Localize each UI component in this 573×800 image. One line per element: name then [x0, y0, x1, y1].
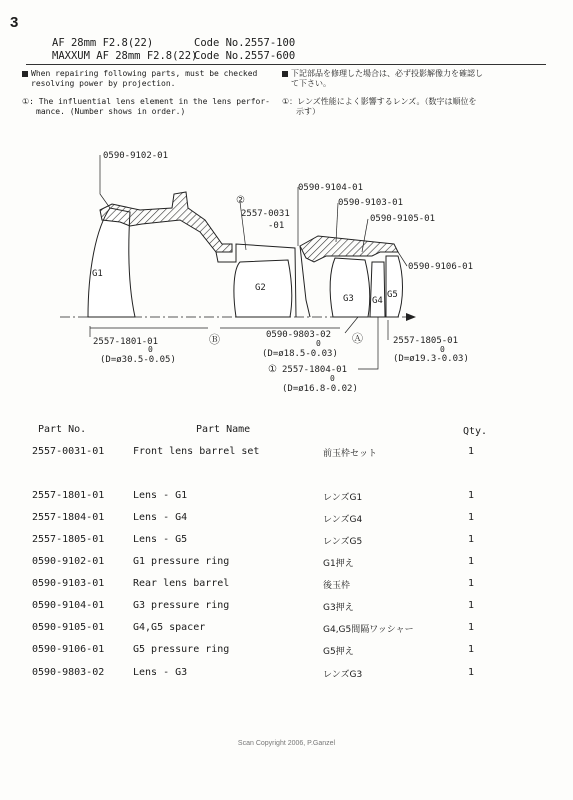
label-g4: G4: [372, 296, 383, 306]
part-name-jp-cell: レンズG1: [323, 493, 363, 503]
label-circle-2: ②: [236, 195, 245, 206]
column-header-part-no: Part No.: [38, 424, 87, 435]
column-header-qty: Qty.: [463, 426, 488, 437]
label-2557-1804-01: 2557-1804-01: [282, 365, 348, 375]
part-number-cell: 2557-1801-01: [32, 490, 105, 501]
label-2557-0031: 2557-0031: [241, 209, 290, 219]
label-9803-diameter: (D=ø18.5-0.03): [262, 349, 338, 359]
label-circle-b: Ⓑ: [209, 333, 220, 346]
label-circle-1: ①: [268, 364, 277, 375]
part-name-cell: Lens - G1: [133, 490, 188, 501]
label-2557-0031-suffix: -01: [268, 221, 285, 231]
label-0590-9103-01: 0590-9103-01: [338, 198, 404, 208]
part-name-cell: G5 pressure ring: [133, 644, 230, 655]
code-number-1: Code No.2557-100: [194, 37, 296, 49]
quantity-cell: 1: [468, 667, 475, 678]
g4-lens-shape: [370, 262, 385, 317]
part-name-cell: Front lens barrel set: [133, 446, 260, 457]
scan-copyright: Scan Copyright 2006, P.Ganzel: [237, 740, 336, 747]
label-1805-diameter: (D=ø19.3-0.03): [393, 354, 469, 364]
part-number-cell: 0590-9104-01: [32, 600, 105, 611]
g5-lens-shape: [386, 256, 403, 317]
quantity-cell: 1: [468, 578, 475, 589]
part-name-jp-cell: G3押え: [323, 603, 354, 613]
page-number: 3: [10, 14, 19, 31]
label-g2: G2: [255, 283, 266, 293]
part-name-jp-cell: レンズG5: [323, 537, 363, 547]
part-name-cell: G3 pressure ring: [133, 600, 230, 611]
quantity-cell: 1: [468, 556, 475, 567]
part-number-cell: 0590-9103-01: [32, 578, 105, 589]
part-name-cell: Lens - G5: [133, 534, 188, 545]
note-repair-jp: 下記部品を修理した場合は、必ず投影解像力を確認し て下さい。: [282, 69, 552, 89]
part-number-cell: 2557-0031-01: [32, 446, 105, 457]
part-number-cell: 2557-1804-01: [32, 512, 105, 523]
part-name-jp-cell: G4,G5間隔ワッシャー: [323, 625, 414, 635]
quantity-cell: 1: [468, 644, 475, 655]
column-header-part-name: Part Name: [196, 424, 251, 435]
label-9803-tolerance-zero: 0: [316, 339, 321, 348]
part-name-jp-cell: G1押え: [323, 559, 354, 569]
g3-lens-shape: [330, 258, 370, 317]
part-name-cell: G4,G5 spacer: [133, 622, 206, 633]
label-1804-diameter: (D=ø16.8-0.02): [282, 384, 358, 394]
part-number-cell: 0590-9803-02: [32, 667, 105, 678]
quantity-cell: 1: [468, 512, 475, 523]
label-g3: G3: [343, 294, 354, 304]
part-name-jp-cell: G5押え: [323, 647, 354, 657]
part-name-cell: G1 pressure ring: [133, 556, 230, 567]
model-name-2: MAXXUM AF 28mm F2.8(22): [52, 50, 198, 62]
label-1805-tolerance-zero: 0: [440, 345, 445, 354]
model-name-1: AF 28mm F2.8(22): [52, 37, 154, 49]
label-0590-9102-01: 0590-9102-01: [103, 151, 169, 161]
part-number-cell: 0590-9106-01: [32, 644, 105, 655]
part-name-jp-cell: レンズG4: [323, 515, 363, 525]
label-0590-9106-01: 0590-9106-01: [408, 262, 474, 272]
quantity-cell: 1: [468, 534, 475, 545]
part-name-jp-cell: 後玉枠: [323, 581, 351, 591]
label-1801-diameter: (D=ø30.5-0.05): [100, 355, 176, 365]
part-name-cell: Rear lens barrel: [133, 578, 230, 589]
label-0590-9105-01: 0590-9105-01: [370, 214, 436, 224]
label-2557-1801-01: 2557-1801-01: [93, 337, 159, 347]
label-1804-tolerance-zero: 0: [330, 374, 335, 383]
part-name-cell: Lens - G4: [133, 512, 188, 523]
quantity-cell: 1: [468, 600, 475, 611]
quantity-cell: 1: [468, 622, 475, 633]
part-name-cell: Lens - G3: [133, 667, 188, 678]
label-g5: G5: [387, 290, 398, 300]
label-0590-9803-02: 0590-9803-02: [266, 330, 332, 340]
code-number-2: Code No.2557-600: [194, 50, 296, 62]
label-2557-1805-01: 2557-1805-01: [393, 336, 459, 346]
note-repair-en: When repairing following parts, must be checked resolving power by projection.: [22, 69, 277, 89]
label-g1: G1: [92, 269, 103, 279]
label-0590-9104-01: 0590-9104-01: [298, 183, 364, 193]
quantity-cell: 1: [468, 446, 475, 457]
label-circle-a: Ⓐ: [352, 332, 363, 345]
part-name-jp-cell: レンズG3: [323, 670, 363, 680]
optical-axis-arrow-icon: [406, 313, 416, 321]
part-number-cell: 2557-1805-01: [32, 534, 105, 545]
quantity-cell: 1: [468, 490, 475, 501]
part-number-cell: 0590-9105-01: [32, 622, 105, 633]
part-number-cell: 0590-9102-01: [32, 556, 105, 567]
rear-lens-barrel-shape: [300, 236, 398, 262]
note-influential-en: ①: The influential lens element in the lens perfor- mance. (Number shows in order.): [22, 97, 270, 116]
part-name-jp-cell: 前玉枠セット: [323, 449, 378, 459]
label-1801-tolerance-zero: 0: [148, 345, 153, 354]
note-influential-jp: ①：レンズ性能によく影響するレンズ。（数字は順位を 示す）: [282, 97, 477, 116]
